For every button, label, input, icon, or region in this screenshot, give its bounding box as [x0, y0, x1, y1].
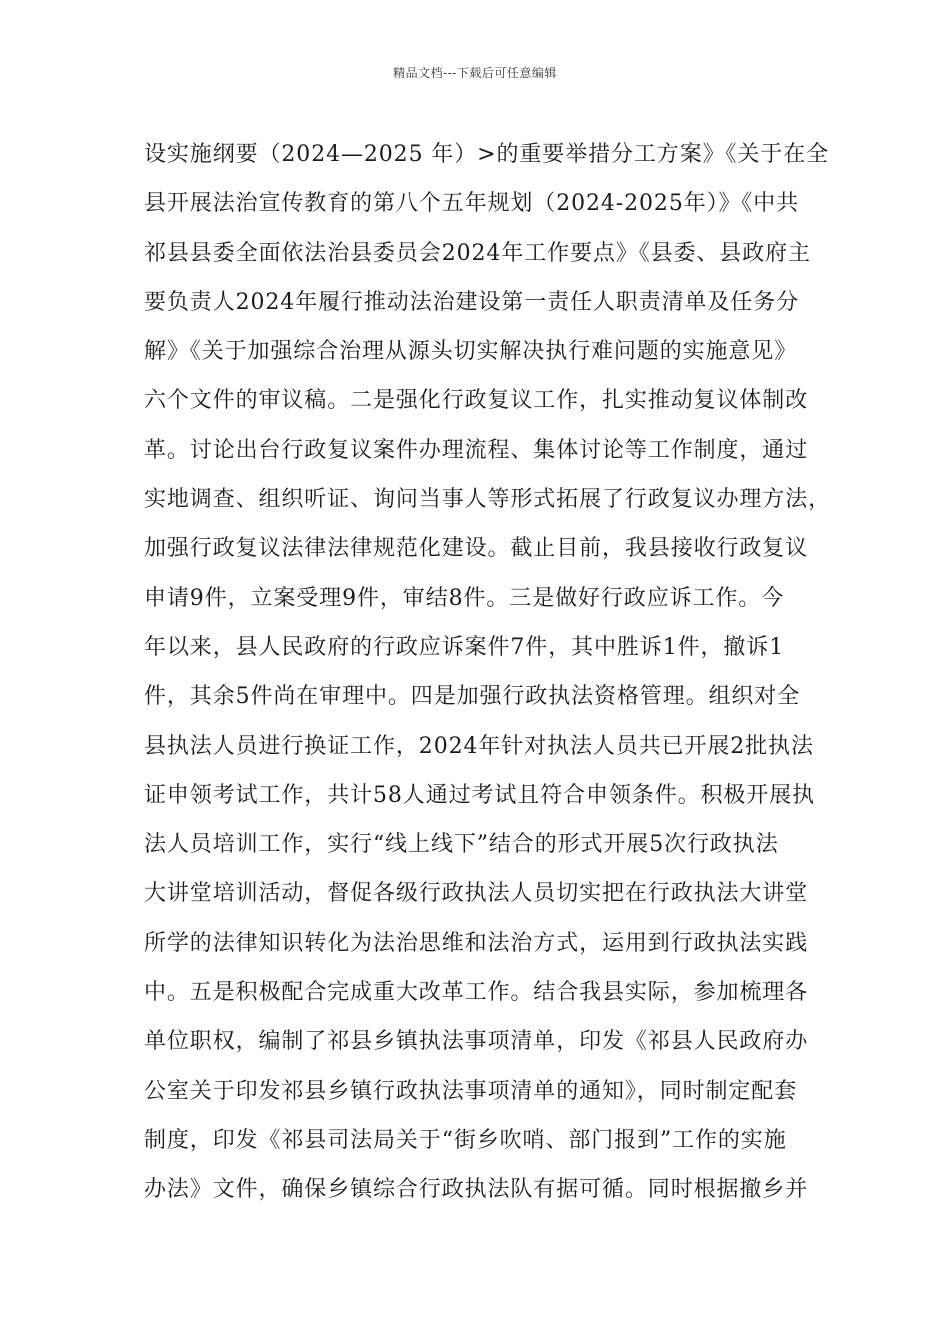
text-line: 大讲堂培训活动，督促各级行政执法人员切实把在行政执法大讲堂 — [144, 881, 809, 907]
text-line: 年以来，县人民政府的行政应诉案件7件，其中胜诉1件，撤诉1 — [144, 634, 785, 660]
text-line: 革。讨论出台行政复议案件办理流程、集体讨论等工作制度，通过 — [144, 437, 809, 463]
text-line: 祁县县委全面依法治县委员会2024年工作要点》《县委、县政府主 — [144, 240, 811, 266]
text-line: 所学的法律知识转化为法治思维和法治方式，运用到行政执法实践 — [144, 930, 809, 956]
text-line: 公室关于印发祁县乡镇行政执法事项清单的通知》，同时制定配套 — [144, 1078, 798, 1104]
text-line: 中。五是积极配合完成重大改革工作。结合我县实际，参加梳理各 — [144, 980, 809, 1006]
text-line: 设实施纲要（2024—2025 年）>的重要举措分工方案》《关于在全 — [144, 142, 830, 167]
text-line: 单位职权，编制了祁县乡镇执法事项清单，印发《祁县人民政府办 — [144, 1029, 809, 1055]
text-line: 办法》文件，确保乡镇综合行政执法队有据可循。同时根据撤乡并 — [144, 1177, 809, 1203]
text-line: 证申领考试工作，共计58人通过考试且符合申领条件。积极开展执 — [144, 782, 815, 808]
text-line: 制度，印发《祁县司法局关于“街乡吹哨、部门报到”工作的实施 — [144, 1127, 787, 1153]
body-text — [144, 130, 832, 1215]
text-line: 县执法人员进行换证工作，2024年针对执法人员共已开展2批执法 — [144, 733, 814, 759]
text-line: 件，其余5件尚在审理中。四是加强行政执法资格管理。组织对全 — [144, 684, 801, 710]
text-line: 法人员培训工作，实行“线上线下”结合的形式开展5次行政执法 — [144, 832, 779, 858]
text-line: 六个文件的审议稿。二是强化行政复议工作，扎实推动复议体制改 — [144, 388, 809, 414]
text-line: 加强行政复议法律法律规范化建设。截止目前，我县接收行政复议 — [144, 536, 809, 562]
text-line: 实地调查、组织听证、询问当事人等形式拓展了行政复议办理方法， — [144, 487, 832, 513]
text-line: 要负责人2024年履行推动法治建设第一责任人职责清单及任务分 — [144, 289, 799, 315]
page-header: 精品文档---下载后可任意编辑 — [393, 66, 557, 80]
text-line: 解》《关于加强综合治理从源头切实解决执行难问题的实施意见》 — [144, 339, 798, 365]
text-line: 县开展法治宣传教育的第八个五年规划（2024-2025年）》《中共 — [144, 191, 800, 217]
text-line: 申请9件，立案受理9件，审结8件。三是做好行政应诉工作。今 — [144, 585, 785, 611]
